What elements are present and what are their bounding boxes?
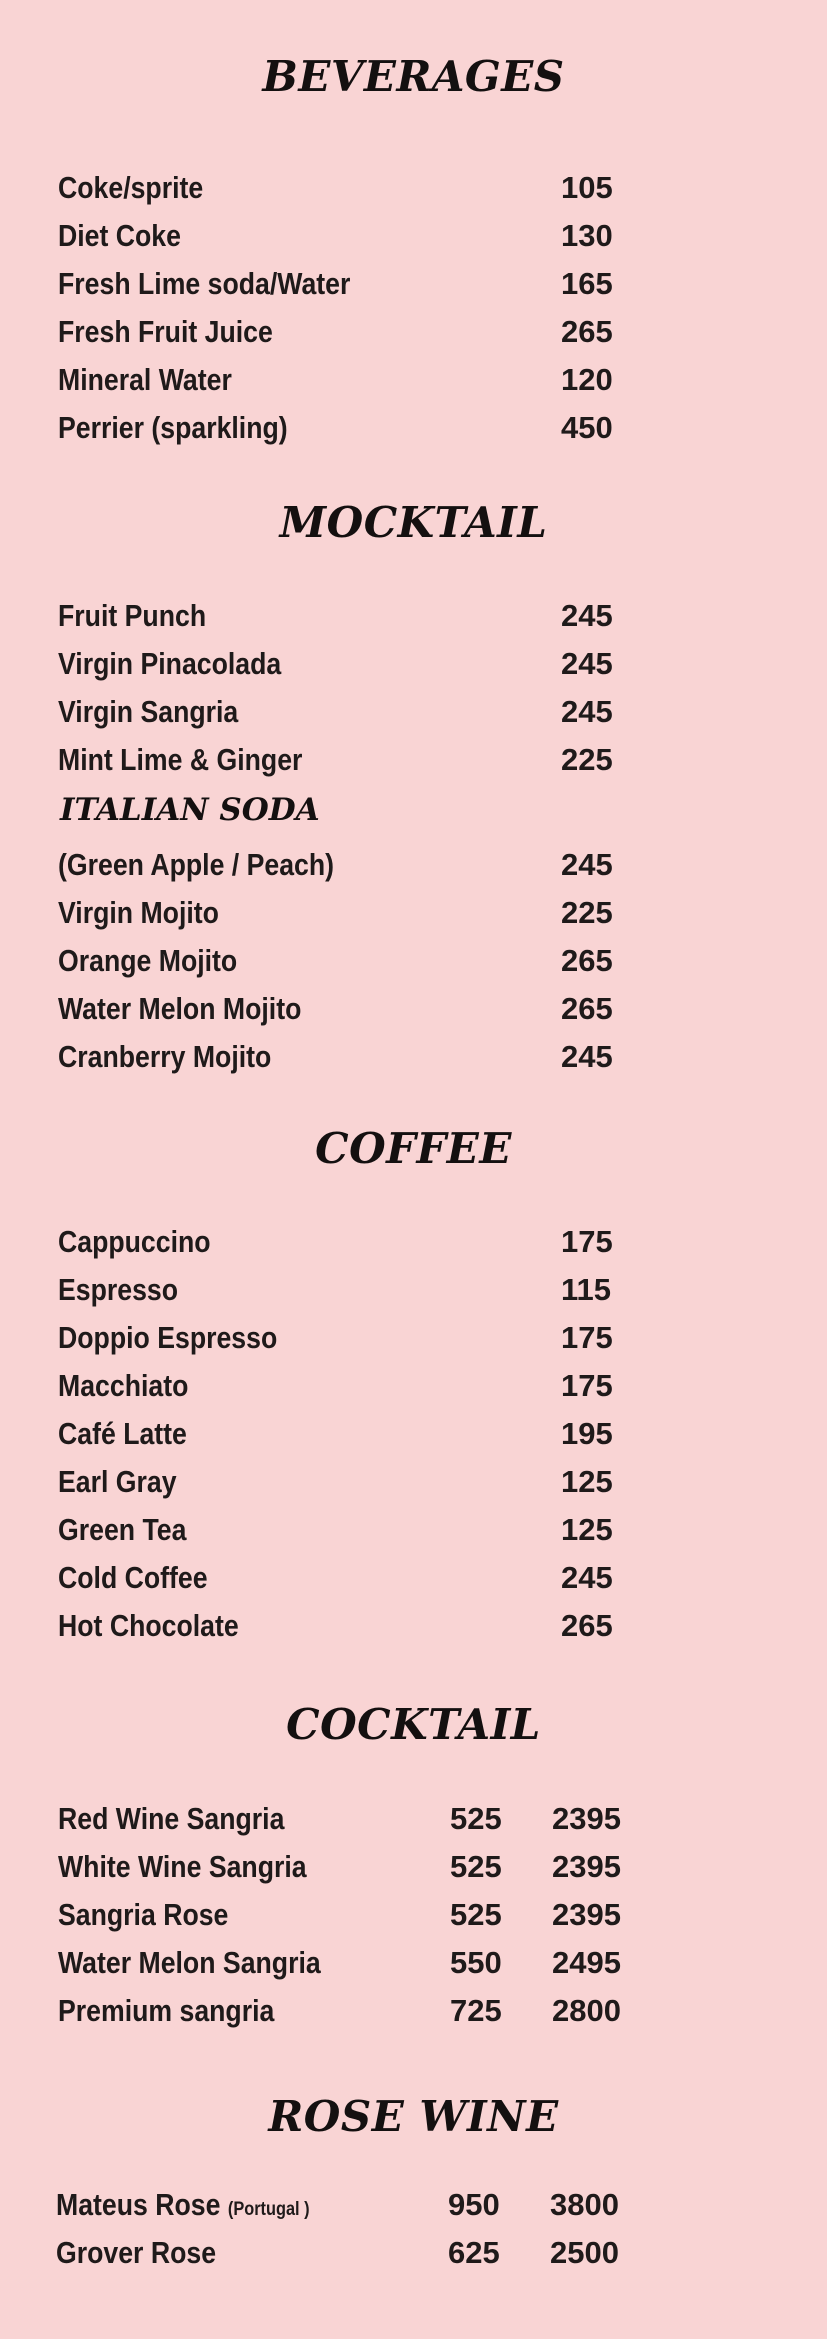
jug-price: 2395 xyxy=(552,1897,621,1932)
heading-cocktail: COCKTAIL xyxy=(286,1700,541,1749)
item-name: Diet Coke xyxy=(58,218,181,253)
item-price: 105 xyxy=(561,170,613,205)
jug-price: 2495 xyxy=(552,1945,621,1980)
glass-price: 525 xyxy=(450,1849,502,1884)
item-name: Hot Chocolate xyxy=(58,1608,239,1643)
item-price: 225 xyxy=(561,742,613,777)
item-price: 265 xyxy=(561,1608,613,1643)
item-name-text: Mateus Rose xyxy=(56,2187,221,2222)
item-price: 175 xyxy=(561,1224,613,1259)
menu-item xyxy=(58,594,778,638)
item-origin-note: (Portugal ) xyxy=(227,2199,310,2220)
menu-item xyxy=(58,939,778,983)
menu-item xyxy=(58,1556,778,1600)
menu-item xyxy=(58,262,778,306)
menu-item xyxy=(58,1035,778,1079)
menu-item xyxy=(58,1220,778,1264)
item-name: (Green Apple / Peach) xyxy=(58,847,335,882)
menu-item xyxy=(58,1412,778,1456)
item-price: 195 xyxy=(561,1416,613,1451)
heading-coffee: COFFEE xyxy=(315,1124,512,1173)
menu-item xyxy=(56,2231,776,2275)
glass-price: 725 xyxy=(450,1993,502,2028)
item-name: Perrier (sparkling) xyxy=(58,410,288,445)
menu-item xyxy=(58,1893,778,1937)
item-name: Water Melon Mojito xyxy=(58,991,302,1026)
item-price: 265 xyxy=(561,314,613,349)
item-name: Fresh Fruit Juice xyxy=(58,314,273,349)
item-price: 450 xyxy=(561,410,613,445)
item-name: Mint Lime & Ginger xyxy=(58,742,303,777)
item-price: 175 xyxy=(561,1368,613,1403)
item-name: Macchiato xyxy=(58,1368,189,1403)
item-name: Virgin Sangria xyxy=(58,694,239,729)
menu-item xyxy=(58,843,778,887)
item-price: 245 xyxy=(561,1039,613,1074)
menu-item xyxy=(58,1508,778,1552)
item-price: 265 xyxy=(561,943,613,978)
bottle-price: 3800 xyxy=(550,2187,619,2222)
item-price: 225 xyxy=(561,895,613,930)
item-name: Cranberry Mojito xyxy=(58,1039,272,1074)
item-price: 245 xyxy=(561,598,613,633)
menu-item xyxy=(58,310,778,354)
menu-item xyxy=(58,690,778,734)
menu-item xyxy=(58,1268,778,1312)
item-name: Sangria Rose xyxy=(58,1897,229,1932)
menu-item xyxy=(58,166,778,210)
glass-price: 525 xyxy=(450,1897,502,1932)
bottle-price: 2500 xyxy=(550,2235,619,2270)
item-name: Doppio Espresso xyxy=(58,1320,278,1355)
heading-rose-wine: ROSE WINE xyxy=(268,2092,559,2141)
menu-item xyxy=(58,1316,778,1360)
item-price: 245 xyxy=(561,1560,613,1595)
jug-price: 2395 xyxy=(552,1801,621,1836)
item-name: Red Wine Sangria xyxy=(58,1801,285,1836)
item-name: Virgin Pinacolada xyxy=(58,646,282,681)
item-name: Green Tea xyxy=(58,1512,187,1547)
item-price: 115 xyxy=(561,1272,612,1307)
menu-item xyxy=(58,1845,778,1889)
item-price: 245 xyxy=(561,694,613,729)
item-price: 120 xyxy=(561,362,613,397)
jug-price: 2800 xyxy=(552,1993,621,2028)
menu-item xyxy=(58,358,778,402)
menu-item xyxy=(58,642,778,686)
heading-mocktail: MOCKTAIL xyxy=(279,498,548,547)
item-price: 130 xyxy=(561,218,613,253)
item-name: Cold Coffee xyxy=(58,1560,208,1595)
item-name: Mineral Water xyxy=(58,362,232,397)
menu-item xyxy=(58,1797,778,1841)
menu-item xyxy=(58,406,778,450)
item-name: Coke/sprite xyxy=(58,170,204,205)
item-price: 245 xyxy=(561,646,613,681)
jug-price: 2395 xyxy=(552,1849,621,1884)
item-price: 175 xyxy=(561,1320,613,1355)
menu-item xyxy=(58,1364,778,1408)
glass-price: 950 xyxy=(448,2187,500,2222)
menu-item xyxy=(58,891,778,935)
item-price: 125 xyxy=(561,1464,613,1499)
item-name: Fresh Lime soda/Water xyxy=(58,266,351,301)
item-price: 125 xyxy=(561,1512,613,1547)
menu-item xyxy=(58,1604,778,1648)
menu-item xyxy=(58,1989,778,2033)
glass-price: 625 xyxy=(448,2235,500,2270)
menu-item xyxy=(58,214,778,258)
menu-item xyxy=(58,1460,778,1504)
heading-beverages: BEVERAGES xyxy=(262,52,565,101)
item-name: Espresso xyxy=(58,1272,179,1307)
item-name: Cappuccino xyxy=(58,1224,211,1259)
item-name: Virgin Mojito xyxy=(58,895,219,930)
item-name: White Wine Sangria xyxy=(58,1849,307,1884)
item-name: Earl Gray xyxy=(58,1464,177,1499)
item-name xyxy=(56,2183,310,2232)
item-name: Café Latte xyxy=(58,1416,187,1451)
heading-italian-soda: ITALIAN SODA xyxy=(60,792,320,828)
item-price: 165 xyxy=(561,266,613,301)
item-name: Orange Mojito xyxy=(58,943,238,978)
item-name: Water Melon Sangria xyxy=(58,1945,321,1980)
menu-item xyxy=(58,987,778,1031)
menu-item xyxy=(58,738,778,782)
item-price: 265 xyxy=(561,991,613,1026)
item-name: Grover Rose xyxy=(56,2235,217,2270)
menu-item xyxy=(56,2183,776,2227)
item-name: Fruit Punch xyxy=(58,598,207,633)
item-name: Premium sangria xyxy=(58,1993,275,2028)
glass-price: 550 xyxy=(450,1945,502,1980)
glass-price: 525 xyxy=(450,1801,502,1836)
item-price: 245 xyxy=(561,847,613,882)
menu-item xyxy=(58,1941,778,1985)
